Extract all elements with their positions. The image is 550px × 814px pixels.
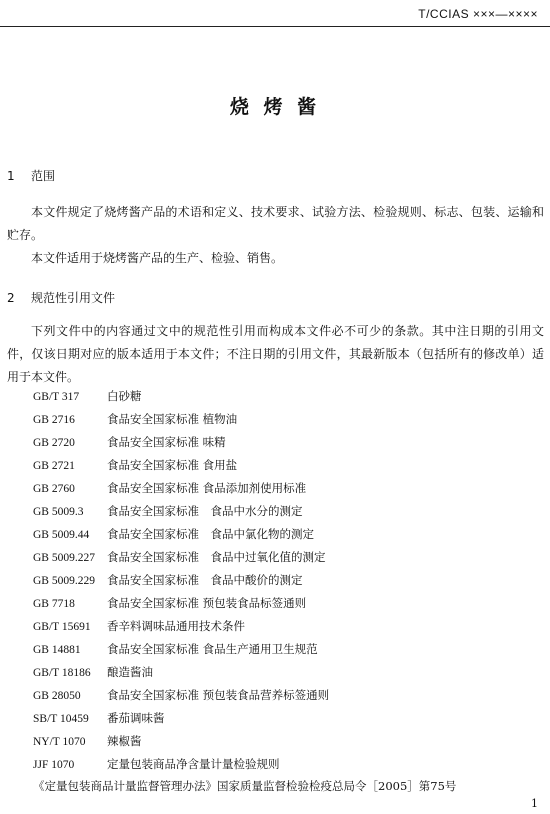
reference-title: 食品安全国家标准 预包装食品标签通则 <box>107 596 307 610</box>
list-item <box>33 431 329 454</box>
reference-title: 酿造酱油 <box>107 665 153 679</box>
list-item <box>33 546 329 569</box>
reference-code: GB 14881 <box>33 644 81 656</box>
scope-paragraph-1: 本文件规定了烧烤酱产品的术语和定义、技术要求、试验方法、检验规则、标志、包装、运输和贮存。 <box>7 205 544 242</box>
reference-code: GB/T 18186 <box>33 667 91 679</box>
section-number: 1 <box>7 169 15 183</box>
list-item <box>33 500 329 523</box>
reference-title: 食品安全国家标准 食品中过氧化值的测定 <box>107 550 326 564</box>
reference-title: 食品安全国家标准 味精 <box>107 435 226 449</box>
reference-title: 番茄调味酱 <box>107 711 165 725</box>
reference-code: NY/T 1070 <box>33 736 86 748</box>
reference-title: 食品安全国家标准 食品中氯化物的测定 <box>107 527 314 541</box>
list-item <box>33 592 329 615</box>
section-title: 规范性引用文件 <box>31 291 116 305</box>
reference-code: GB 2760 <box>33 483 75 495</box>
section-title: 范围 <box>31 169 56 183</box>
list-item <box>33 730 329 753</box>
document-title: 烧 烤 酱 <box>229 96 321 118</box>
reference-title: 食品安全国家标准 食品生产通用卫生规范 <box>107 642 318 656</box>
reference-title: 食品安全国家标准 食品中水分的测定 <box>107 504 303 518</box>
reference-title: 食品安全国家标准 食用盐 <box>107 458 238 472</box>
section-heading-normative-references <box>7 289 115 306</box>
list-item <box>33 753 329 776</box>
section-heading-scope <box>7 167 55 184</box>
list-item <box>33 385 329 408</box>
list-item <box>33 661 329 684</box>
reference-code: GB 5009.229 <box>33 575 95 587</box>
list-item <box>33 477 329 500</box>
list-item <box>33 454 329 477</box>
reference-note: 《定量包装商品计量监督管理办法》国家质量监督检验检疫总局令［2005］第75号 <box>33 779 457 793</box>
reference-code: GB 5009.44 <box>33 529 90 541</box>
reference-code: JJF 1070 <box>33 759 75 771</box>
reference-list <box>33 385 329 776</box>
references-intro-paragraph: 下列文件中的内容通过文中的规范性引用而构成本文件必不可少的条款。其中注日期的引用文件，仅该日期对应的版本适用于本文件；不注日期的引用文件，其最新版本（包括所有的修改单）适用于本文件。 <box>7 324 544 384</box>
reference-code: GB 2721 <box>33 460 75 472</box>
list-item <box>33 707 329 730</box>
list-item <box>33 569 329 592</box>
reference-code: GB 2720 <box>33 437 75 449</box>
reference-title: 香辛料调味品通用技术条件 <box>107 619 245 633</box>
reference-code: GB 7718 <box>33 598 75 610</box>
reference-code: GB 5009.227 <box>33 552 95 564</box>
list-item <box>33 408 329 431</box>
reference-title: 食品安全国家标准 食品添加剂使用标准 <box>107 481 307 495</box>
document-code: T/CCIAS ×××—×××× <box>418 7 538 21</box>
reference-code: GB 2716 <box>33 414 75 426</box>
reference-title: 定量包装商品净含量计量检验规则 <box>107 757 280 771</box>
reference-title: 辣椒酱 <box>107 734 142 748</box>
reference-code: GB/T 15691 <box>33 621 91 633</box>
reference-code: GB 28050 <box>33 690 81 702</box>
header-rule <box>0 26 550 27</box>
reference-title: 食品安全国家标准 食品中酸价的测定 <box>107 573 303 587</box>
section-number: 2 <box>7 291 15 305</box>
list-item <box>33 523 329 546</box>
list-item <box>33 684 329 707</box>
page-number: 1 <box>531 797 538 810</box>
reference-code: GB 5009.3 <box>33 506 84 518</box>
list-item <box>33 615 329 638</box>
list-item <box>33 638 329 661</box>
reference-title: 食品安全国家标准 植物油 <box>107 412 238 426</box>
reference-title: 食品安全国家标准 预包装食品营养标签通则 <box>107 688 330 702</box>
scope-paragraph-2: 本文件适用于烧烤酱产品的生产、检验、销售。 <box>31 251 284 265</box>
reference-code: SB/T 10459 <box>33 713 89 725</box>
reference-title: 白砂糖 <box>107 389 142 403</box>
reference-code: GB/T 317 <box>33 391 80 403</box>
